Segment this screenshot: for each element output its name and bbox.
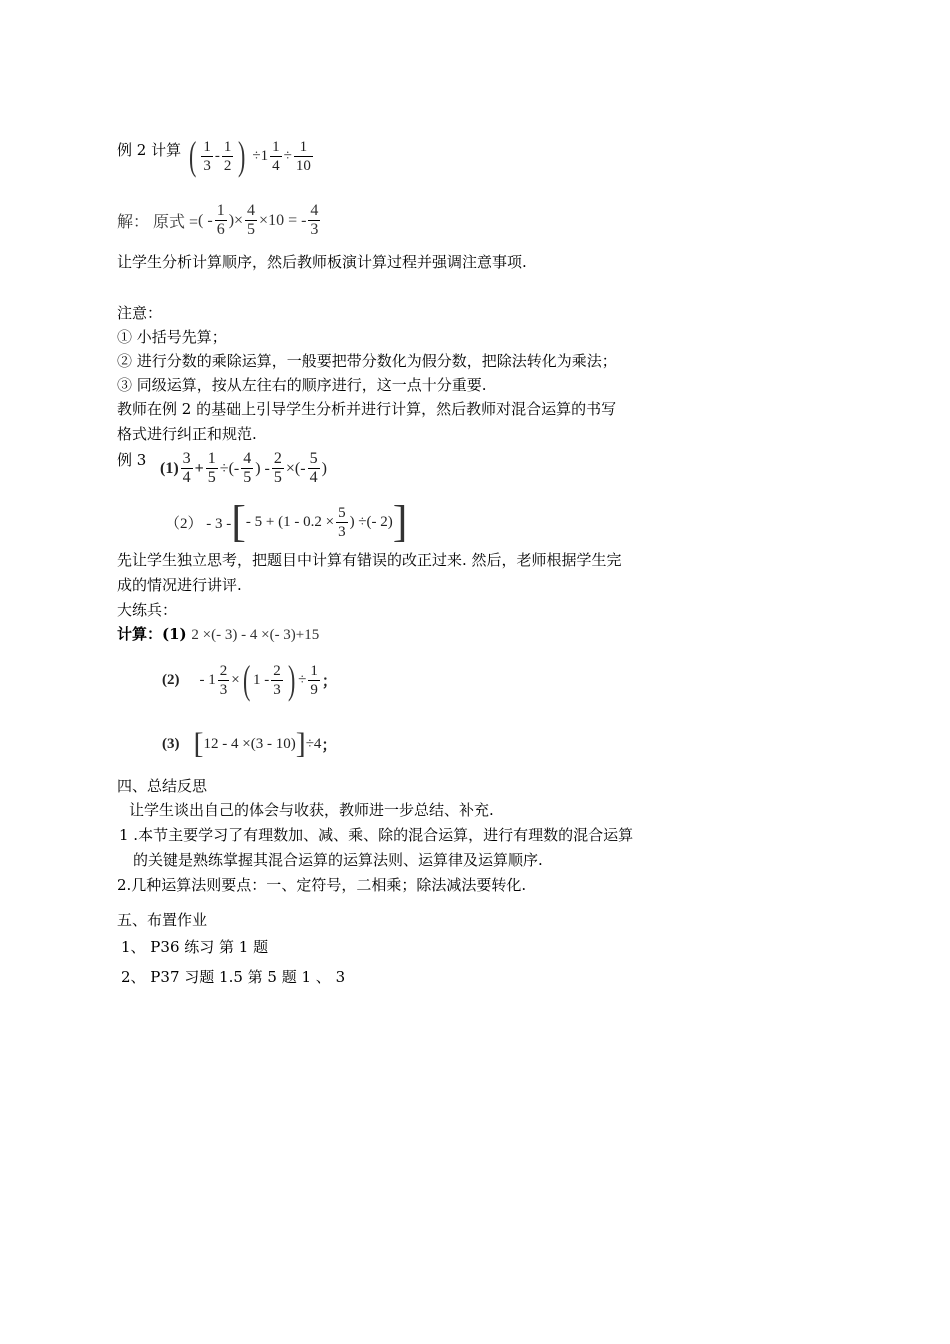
frac-num: 1	[203, 138, 211, 155]
text-line: 格式进行纠正和规范.	[117, 425, 257, 443]
drill-3-expression: (3) [12 - 4 ×(3 - 10)]÷4；	[162, 727, 337, 760]
note-item-1: ① 小括号先算；	[117, 328, 227, 346]
homework-item-2: 2、 P37 习题 1.5 第 5 题 1 、 3	[121, 968, 346, 986]
text-line: 让学生谈出自己的体会与收获，教师进一步总结、补充.	[129, 801, 494, 819]
example-3-part-1: (1) $\frac{3}{4}$ + $\frac{1}{5}$ ÷(- $\frac{4}{5}$ ) - $\frac{2}{5}$ ×(- $\frac{5}{4}$ )	[160, 450, 327, 486]
drill-1-line: 计算：(1) 2 ×(- 3) - 4 ×(- 3)+15	[117, 625, 320, 643]
example-3-label: 例 3	[117, 451, 147, 469]
note-item-2: ② 进行分数的乘除运算，一般要把带分数化为假分数，把除法转化为乘法；	[117, 352, 617, 370]
drill-2-expression: (2) - 1 $\frac{2}{3}$ ×( 1 - $\frac{2}{3}$ ) ÷ $\frac{1}{9}$ ；	[162, 657, 337, 702]
summary-item-1-cont: 的关键是熟练掌握其混合运算的运算法则、运算律及运算顺序.	[133, 851, 543, 869]
example-2-line	[117, 140, 181, 160]
example-3-part-2: （2） - 3 -[- 5 + (1 - 0.2 × $\frac{5}{3}$ ) ÷(- 2)]	[165, 497, 408, 546]
note-heading: 注意：	[117, 304, 163, 322]
homework-item-1: 1、 P36 练习 第 1 题	[121, 938, 269, 956]
frac-den: 3	[203, 157, 211, 174]
section-5-heading: 五、布置作业	[117, 911, 208, 929]
text-line: 教师在例 2 的基础上引导学生分析并进行计算，然后教师对混合运算的书写	[117, 400, 617, 418]
drill-1-expression: 2 ×(- 3) - 4 ×(- 3)+15	[191, 627, 320, 643]
text-line: 先让学生独立思考，把题目中计算有错误的改正过来. 然后，老师根据学生完	[117, 551, 622, 569]
drill-heading: 大练兵：	[117, 601, 178, 619]
example-2-label: 例 2 计算	[117, 141, 182, 159]
section-4-heading: 四、总结反思	[117, 777, 208, 795]
example-2-expression: ( $\frac{1}{3}$ - $\frac{1}{2}$ ) ÷1 $\frac{1}{4}$ ÷ $\frac{1}{10}$	[188, 133, 311, 178]
note-item-3: ③ 同级运算，按从左往右的顺序进行，这一点十分重要.	[117, 376, 487, 394]
solution-expression: 解： 原式 =( - $\frac{1}{6}$ )× $\frac{4}{5}$ ×10 = - $\frac{4}{3}$	[117, 202, 319, 238]
text-line: 成的情况进行讲评.	[117, 576, 242, 594]
summary-item-1: 1 .本节主要学习了有理数加、减、乘、除的混合运算，进行有理数的混合运算	[119, 826, 634, 844]
text-line: 让学生分析计算顺序，然后教师板演计算过程并强调注意事项.	[117, 253, 527, 271]
summary-item-2: 2.几种运算法则要点：一、定符号，二相乘；除法减法要转化.	[117, 876, 527, 894]
